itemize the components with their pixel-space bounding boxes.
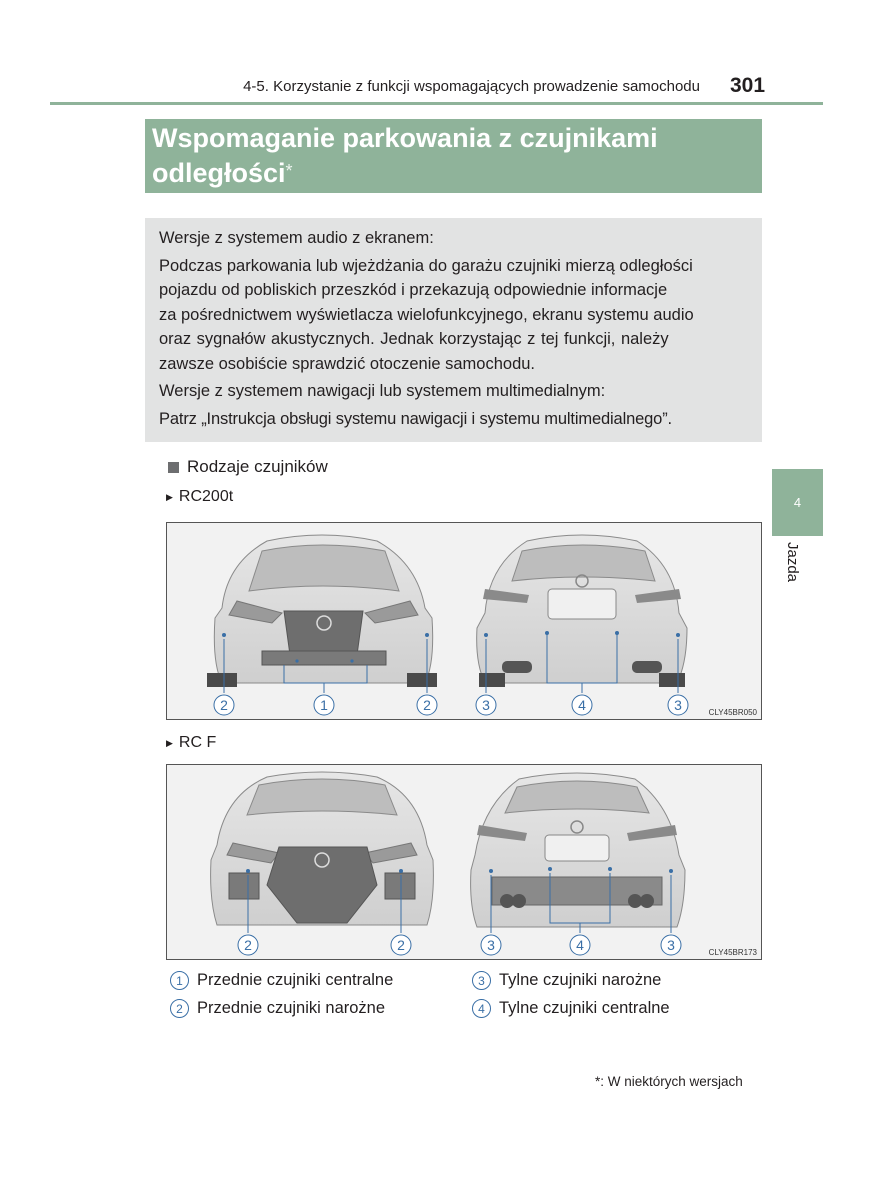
callout-4-rc200t bbox=[572, 695, 592, 715]
svg-text:3: 3 bbox=[487, 937, 495, 953]
triangle-right-icon: ▶ bbox=[166, 737, 173, 748]
sensor-types-heading-text: Rodzaje czujników bbox=[187, 457, 328, 476]
intro-line-4: oraz sygnałów akustycznych. Jednak korzystając z tej funkcji, należy bbox=[159, 330, 669, 348]
intro-line-1: Podczas parkowania lub wjeżdżania do garażu czujniki mierzą odległości bbox=[159, 256, 693, 275]
rc200t-illustration bbox=[167, 523, 761, 719]
callout-3-right-rcf bbox=[661, 935, 681, 955]
legend-number: 4 bbox=[472, 999, 491, 1018]
page-title bbox=[145, 119, 762, 193]
title-line-1: Wspomaganie parkowania z czujnikami bbox=[152, 123, 658, 153]
chapter-side-label bbox=[786, 542, 802, 602]
front-car-illustration bbox=[207, 535, 437, 687]
triangle-right-icon: ▶ bbox=[166, 491, 173, 502]
figure-code-rcf: CLY45BR173 bbox=[708, 948, 757, 957]
callout-2-left-rcf bbox=[238, 935, 258, 955]
chapter-side-tab: 4 bbox=[772, 469, 823, 536]
figure-rcf bbox=[166, 764, 762, 960]
intro-line-3: za pośrednictwem wyświetlacza wielofunkcyjnego, ekranu systemu audio bbox=[159, 305, 694, 324]
variant-label-rc200t bbox=[166, 488, 233, 506]
rcf-illustration bbox=[167, 765, 761, 959]
legend-item-rear-corner bbox=[472, 971, 661, 990]
title-marker: * bbox=[285, 161, 293, 181]
legend-text: Przednie czujniki narożne bbox=[197, 999, 386, 1017]
svg-text:3: 3 bbox=[667, 937, 675, 953]
callout-2-right-rc200t bbox=[417, 695, 437, 715]
svg-text:2: 2 bbox=[423, 697, 431, 713]
intro-box bbox=[145, 218, 762, 442]
square-bullet-icon bbox=[168, 462, 179, 473]
title-line-2 bbox=[152, 156, 755, 191]
variant-label-rcf bbox=[166, 734, 216, 752]
svg-text:2: 2 bbox=[220, 697, 228, 713]
legend-number: 1 bbox=[170, 971, 189, 990]
header-rule bbox=[50, 102, 823, 105]
figure-code-rc200t: CLY45BR050 bbox=[708, 708, 757, 717]
intro-navi-reference: Patrz „Instrukcja obsługi systemu nawigacji i systemu multimedialnego”. bbox=[159, 409, 672, 428]
intro-line-2: pojazdu od pobliskich przeszkód i przekazują odpowiednie informacje bbox=[159, 281, 668, 299]
intro-description bbox=[159, 254, 749, 377]
rear-car-illustration bbox=[477, 535, 687, 687]
sensor-types-heading bbox=[168, 457, 328, 477]
callout-2-right-rcf bbox=[391, 935, 411, 955]
legend-text: Tylne czujniki centralne bbox=[499, 999, 670, 1017]
intro-audio-heading: Wersje z systemem audio z ekranem: bbox=[159, 229, 434, 247]
legend-text: Przednie czujniki centralne bbox=[197, 971, 394, 989]
footnote: *: W niektórych wersjach bbox=[595, 1074, 743, 1089]
svg-text:4: 4 bbox=[576, 937, 584, 953]
intro-line-5: zawsze osobiście sprawdzić otoczenie samochodu. bbox=[159, 354, 536, 373]
svg-text:3: 3 bbox=[482, 697, 490, 713]
figure-rc200t bbox=[166, 522, 762, 720]
page-number: 301 bbox=[730, 74, 766, 97]
front-car-illustration bbox=[211, 772, 434, 925]
svg-text:4: 4 bbox=[578, 697, 586, 713]
title-line-2-text: odległości bbox=[152, 158, 286, 188]
svg-text:2: 2 bbox=[397, 937, 405, 953]
legend-item-front-corner bbox=[170, 999, 385, 1018]
svg-text:2: 2 bbox=[244, 937, 252, 953]
legend-number: 2 bbox=[170, 999, 189, 1018]
chapter-header: 4-5. Korzystanie z funkcji wspomagających prowadzenie samochodu bbox=[243, 78, 700, 95]
rear-car-illustration bbox=[471, 773, 685, 927]
svg-text:1: 1 bbox=[320, 697, 328, 713]
callout-3-right-rc200t bbox=[668, 695, 688, 715]
svg-text:3: 3 bbox=[674, 697, 682, 713]
callout-1-rc200t bbox=[314, 695, 334, 715]
intro-navi-heading: Wersje z systemem nawigacji lub systemem multimedialnym: bbox=[159, 382, 606, 400]
variant-label-text: RC F bbox=[178, 734, 217, 751]
legend-number: 3 bbox=[472, 971, 491, 990]
callout-4-rcf bbox=[570, 935, 590, 955]
legend-item-front-central bbox=[170, 971, 393, 990]
callout-3-left-rcf bbox=[481, 935, 501, 955]
chapter-side-label-text: Jazda bbox=[784, 542, 801, 583]
variant-label-text: RC200t bbox=[178, 488, 234, 505]
legend-item-rear-central bbox=[472, 999, 670, 1018]
legend-text: Tylne czujniki narożne bbox=[499, 971, 662, 989]
callout-2-left-rc200t bbox=[214, 695, 234, 715]
callout-3-left-rc200t bbox=[476, 695, 496, 715]
